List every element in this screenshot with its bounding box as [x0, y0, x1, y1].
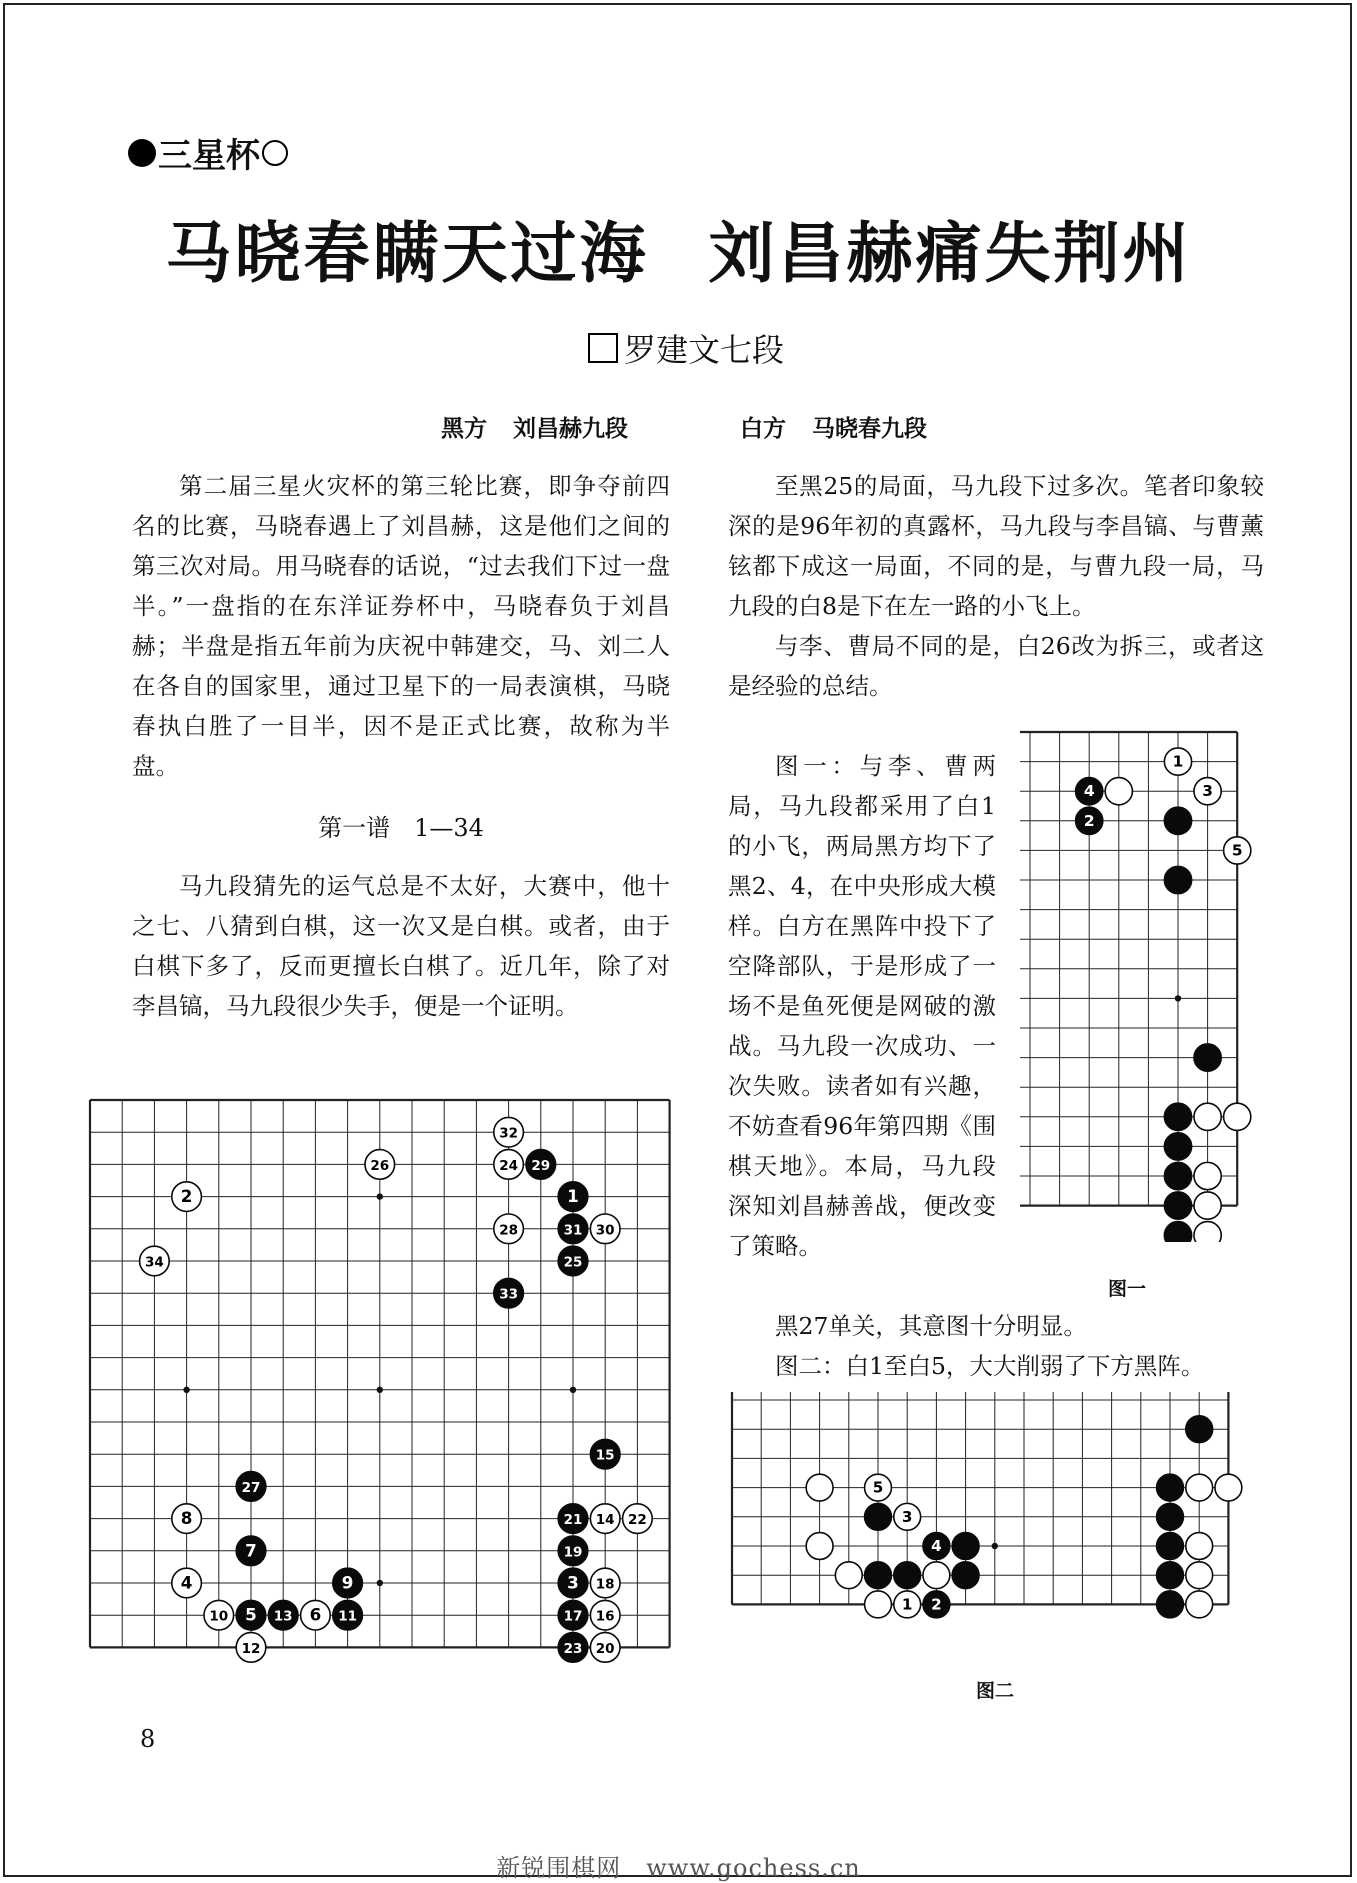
section-label: 三星杯: [158, 136, 260, 176]
white-stone: [1164, 748, 1191, 775]
star-point: [377, 1387, 383, 1393]
black-stone: [952, 1562, 979, 1589]
footer-watermark: 新锐围棋网 www.gochess.cn: [496, 1854, 861, 1882]
black-stone: [1164, 1192, 1191, 1219]
black-player: [441, 410, 628, 443]
move-number: 4: [180, 1572, 193, 1593]
move-number: 8: [180, 1508, 193, 1529]
white-stone: [1194, 778, 1221, 805]
white-stone: [1194, 1192, 1221, 1219]
move-number: 3: [901, 1507, 913, 1526]
white-stone: [1194, 1103, 1221, 1130]
black-stone: [558, 1246, 588, 1276]
move-number: 27: [241, 1479, 261, 1496]
move-number: 30: [595, 1222, 615, 1239]
black-stone: [1076, 778, 1103, 805]
white-stone: [1105, 778, 1132, 805]
move-number: 20: [595, 1640, 615, 1657]
black-stone: [558, 1504, 588, 1534]
move-number: 4: [1083, 782, 1095, 801]
white-stone-icon: [262, 140, 288, 166]
left-para-2: 马九段猜先的运气总是不太好，大赛中，他十之七、八猜到白棋，这一次又是白棋。或者，由于白棋下多了，反而更擅长白棋了。近几年，除了对李昌镐，马九段很少失手，便是一个证明。: [132, 872, 670, 1020]
white-label: 白方: [740, 416, 786, 442]
move-number: 1: [1172, 752, 1184, 771]
white-stone: [806, 1474, 833, 1501]
white-stone: [1186, 1533, 1213, 1560]
right-column-top: [728, 466, 1264, 706]
black-stone: [1164, 1133, 1191, 1160]
star-point: [570, 1387, 576, 1393]
left-column-2: [132, 866, 670, 1026]
white-stone: [806, 1533, 833, 1560]
white-player: [740, 410, 927, 443]
move-number: 2: [931, 1595, 942, 1614]
black-stone: [558, 1568, 588, 1598]
move-number: 7: [245, 1540, 257, 1561]
white-stone: [301, 1600, 331, 1630]
move-number: 1: [567, 1186, 579, 1207]
black-stone: [1164, 1162, 1191, 1189]
figure2-diagram: [724, 1392, 1256, 1650]
right-para-2: 与李、曹局不同的是，白26改为拆三，或者这是经验的总结。: [728, 632, 1264, 700]
white-stone: [236, 1633, 266, 1663]
move-number: 28: [499, 1222, 519, 1239]
move-number: 16: [595, 1608, 615, 1625]
black-stone: [558, 1214, 588, 1244]
star-point: [992, 1543, 998, 1549]
figure1-caption: 图一: [1108, 1278, 1147, 1300]
black-stone: [526, 1150, 556, 1180]
black-stone: [923, 1591, 950, 1618]
move-number: 25: [563, 1254, 583, 1271]
move-number: 19: [563, 1544, 583, 1561]
right-column-bottom: [728, 1306, 1264, 1386]
white-stone: [590, 1633, 620, 1663]
white-stone: [1224, 837, 1251, 864]
move-number: 26: [370, 1157, 390, 1174]
white-stone: [590, 1568, 620, 1598]
move-number: 5: [872, 1478, 884, 1497]
white-stone: [835, 1562, 862, 1589]
white-stone: [365, 1150, 395, 1180]
white-stone: [1224, 1103, 1251, 1130]
move-number: 5: [1231, 841, 1243, 860]
star-point: [1175, 995, 1181, 1001]
left-column: [132, 466, 670, 786]
article-title: [0, 200, 1357, 295]
move-number: 10: [209, 1608, 229, 1625]
right-para-4: 黑27单关，其意图十分明显。: [775, 1312, 1087, 1340]
move-number: 6: [309, 1604, 322, 1625]
move-number: 21: [563, 1512, 583, 1529]
white-stone: [172, 1568, 202, 1598]
move-number: 24: [499, 1157, 519, 1174]
title-left: 马晓春瞒天过海: [165, 215, 649, 292]
move-number: 29: [531, 1157, 551, 1174]
title-right: 刘昌赫痛失荆州: [708, 215, 1192, 292]
black-stone: [236, 1472, 266, 1502]
move-number: 17: [563, 1608, 583, 1625]
black-name: 刘昌赫九段: [513, 416, 628, 442]
black-stone: [236, 1536, 266, 1566]
page-number: 8: [140, 1725, 156, 1753]
black-stone: [1164, 807, 1191, 834]
black-stone: [865, 1562, 892, 1589]
white-stone: [1194, 1162, 1221, 1189]
black-stone: [1157, 1474, 1184, 1501]
move-number: 1: [901, 1595, 913, 1614]
black-stone: [1157, 1533, 1184, 1560]
white-stone: [1186, 1562, 1213, 1589]
move-number: 22: [627, 1512, 647, 1529]
right-para-3: 图一：与李、曹两局，马九段都采用了白1的小飞，两局黑方均下了黑2、4，在中央形成大模样。白方在黑阵中投下了空降部队，于是形成了一场不是鱼死便是网破的激战。马九段一次成功、一次失败。读者如有兴趣，不妨查看96年第四期《围棋天地》。本局，马九段深知刘昌赫善战，便改变了策略。: [728, 752, 996, 1260]
black-stone: [494, 1278, 524, 1308]
move-number: 13: [273, 1608, 293, 1625]
black-stone: [1157, 1562, 1184, 1589]
figure1-diagram: [1020, 722, 1276, 1242]
move-number: 23: [563, 1640, 583, 1657]
black-stone: [1164, 1103, 1191, 1130]
black-stone: [1164, 866, 1191, 893]
right-para-5: 图二：白1至白5，大大削弱了下方黑阵。: [775, 1352, 1205, 1380]
black-stone: [558, 1536, 588, 1566]
author-line: [588, 325, 784, 371]
black-stone: [333, 1600, 363, 1630]
move-number: 12: [241, 1640, 261, 1657]
grid-lines: [732, 1392, 1228, 1604]
star-point: [377, 1580, 383, 1586]
main-game-diagram: [80, 1090, 680, 1680]
move-number: 33: [499, 1286, 519, 1303]
black-stone: [1157, 1591, 1184, 1618]
black-stone: [590, 1439, 620, 1469]
black-stone: [558, 1182, 588, 1212]
black-stone: [558, 1600, 588, 1630]
white-stone: [865, 1474, 892, 1501]
move-number: 3: [1202, 782, 1213, 801]
black-stone: [1157, 1503, 1184, 1530]
diagram-subhead: 第一谱 1—34: [318, 814, 484, 842]
white-stone: [1186, 1591, 1213, 1618]
white-stone: [494, 1214, 524, 1244]
white-stone: [1194, 1222, 1221, 1242]
black-stone: [1194, 1044, 1221, 1071]
move-number: 14: [595, 1512, 615, 1529]
left-para-1: 第二届三星火灾杯的第三轮比赛，即争夺前四名的比赛，马晓春遇上了刘昌赫，这是他们之间的第三次对局。用马晓春的话说，“过去我们下过一盘半。”一盘指的在东洋证券杯中，马晓春负于刘昌赫；半盘是指五年前为庆祝中韩建交，马、刘二人在各自的国家里，通过卫星下的一局表演棋，马晓春执白胜了一目半，因不是正式比赛，故称为半盘。: [132, 472, 670, 780]
black-stone: [333, 1568, 363, 1598]
figure2-caption: 图二: [976, 1680, 1015, 1702]
black-stone: [558, 1633, 588, 1663]
square-icon: [588, 333, 618, 363]
star-point: [377, 1193, 383, 1199]
black-stone: [268, 1600, 298, 1630]
move-number: 2: [180, 1186, 193, 1207]
white-stone: [494, 1117, 524, 1147]
move-number: 3: [567, 1572, 579, 1593]
white-stone: [590, 1504, 620, 1534]
move-number: 15: [595, 1447, 615, 1464]
white-stone: [172, 1182, 202, 1212]
move-number: 4: [931, 1536, 942, 1555]
black-stone: [865, 1503, 892, 1530]
white-stone: [172, 1504, 202, 1534]
white-stone: [894, 1591, 921, 1618]
right-para-1: 至黑25的局面，马九段下过多次。笔者印象较深的是96年初的真露杯，马九段与李昌镐、与曹薰铉都下成这一局面，不同的是，与曹九段一局，马九段的白8是下在左一路的小飞上。: [728, 472, 1264, 620]
white-stone: [590, 1214, 620, 1244]
author-name: 罗建文七段: [624, 331, 785, 369]
white-stone: [1215, 1474, 1242, 1501]
black-stone: [1164, 1222, 1191, 1242]
white-stone: [140, 1246, 170, 1276]
black-stone-icon: [128, 139, 156, 167]
black-stone: [236, 1600, 266, 1630]
move-number: 32: [499, 1125, 519, 1142]
white-stone: [1186, 1474, 1213, 1501]
white-name: 马晓春九段: [812, 416, 927, 442]
move-number: 11: [338, 1608, 358, 1625]
black-stone: [923, 1533, 950, 1560]
white-stone: [590, 1600, 620, 1630]
white-stone: [865, 1591, 892, 1618]
white-stone: [494, 1150, 524, 1180]
black-stone: [894, 1562, 921, 1589]
black-stone: [1186, 1416, 1213, 1443]
move-number: 34: [144, 1254, 164, 1271]
move-number: 5: [245, 1604, 257, 1625]
white-stone: [204, 1600, 234, 1630]
white-stone: [923, 1562, 950, 1589]
move-number: 31: [563, 1222, 583, 1239]
section-tag: [128, 128, 288, 177]
move-number: 2: [1083, 811, 1095, 830]
grid-lines: [90, 1100, 670, 1647]
right-column-mid: [728, 746, 996, 1266]
move-number: 18: [595, 1576, 615, 1593]
star-point: [183, 1387, 189, 1393]
black-stone: [1076, 807, 1103, 834]
black-label: 黑方: [441, 416, 487, 442]
white-stone: [894, 1503, 921, 1530]
move-number: 9: [341, 1572, 354, 1593]
black-stone: [952, 1533, 979, 1560]
white-stone: [623, 1504, 653, 1534]
